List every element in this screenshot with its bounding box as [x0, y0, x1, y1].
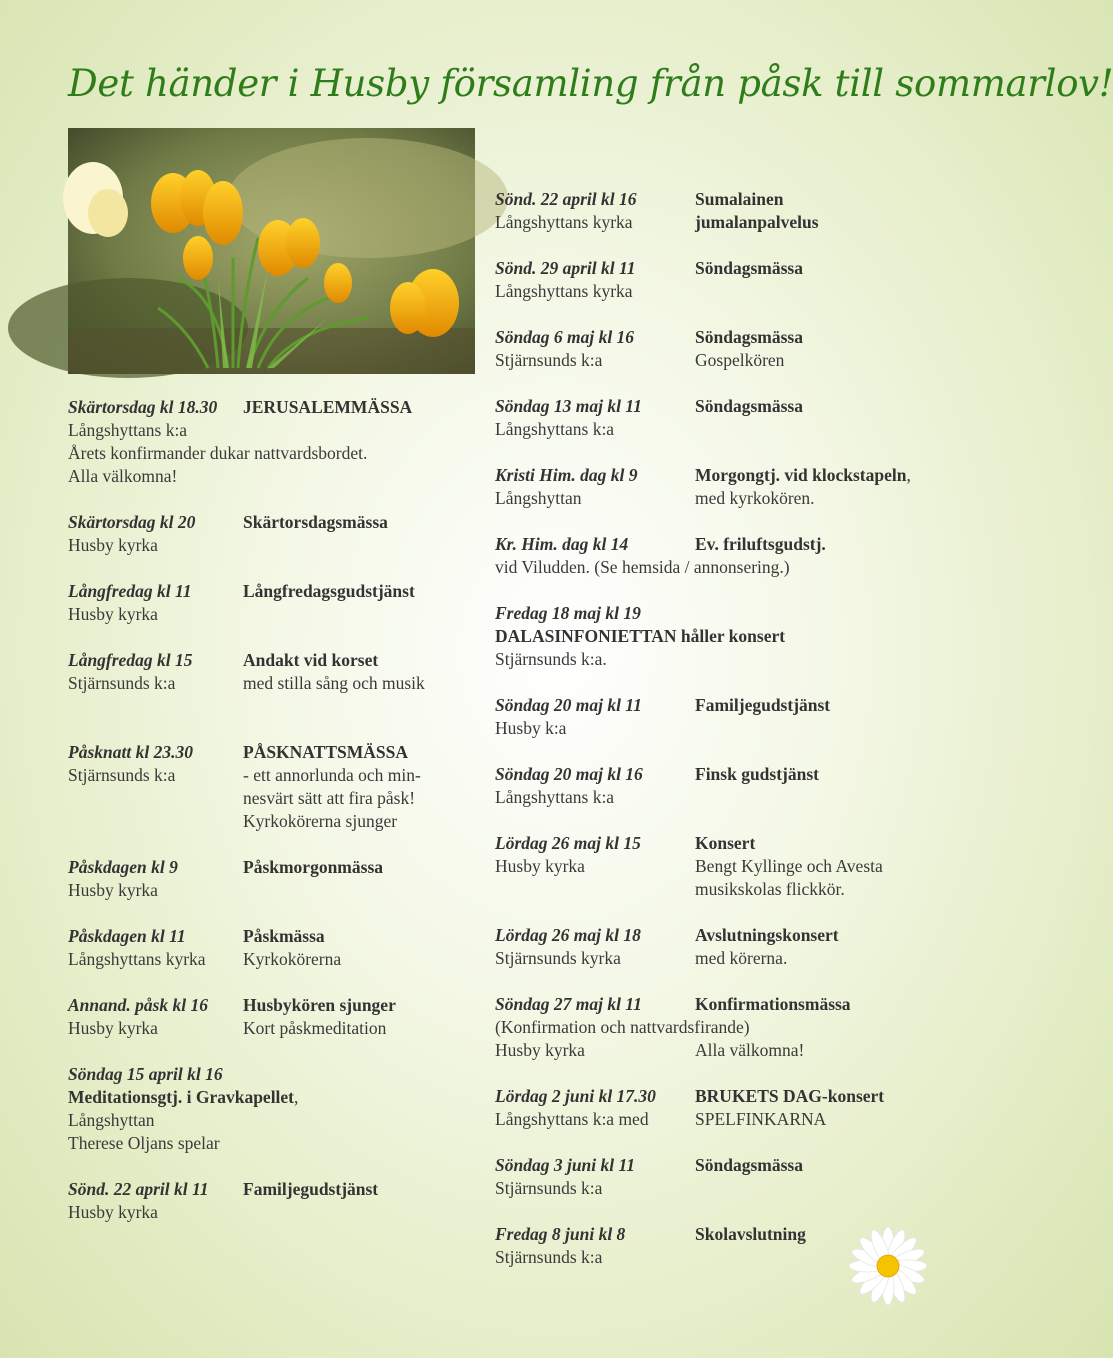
- event-note: (Konfirmation och nattvardsfirande): [495, 1017, 750, 1037]
- event-item: [495, 188, 955, 234]
- event-place: Långshyttans k:a: [495, 787, 615, 807]
- event-item: [495, 395, 955, 441]
- event-item: [68, 1178, 478, 1224]
- event-title: Skolavslutning: [695, 1224, 806, 1244]
- event-item: [68, 994, 478, 1040]
- event-title: Söndagsmässa: [695, 327, 803, 347]
- event-desc: nesvärt sätt att fira påsk!: [243, 788, 416, 808]
- event-date: Kr. Him. dag kl 14: [495, 534, 629, 554]
- event-date: Långfredag kl 15: [68, 650, 193, 670]
- event-title: Konsert: [695, 833, 756, 853]
- event-item: [68, 511, 478, 557]
- event-item: [68, 649, 478, 695]
- event-place: Långshyttans kyrka: [495, 281, 633, 301]
- event-date: Fredag 8 juni kl 8: [495, 1224, 626, 1244]
- event-date: Skärtorsdag kl 18.30: [68, 397, 218, 417]
- event-place: Husby k:a: [495, 718, 567, 738]
- event-title: Skärtorsdagsmässa: [243, 512, 388, 532]
- event-date: Söndag 15 april kl 16: [68, 1064, 223, 1084]
- event-confirmation: [495, 993, 955, 1062]
- event-date: Skärtorsdag kl 20: [68, 512, 196, 532]
- event-title: Meditationsgtj. i Gravkapellet: [68, 1087, 295, 1107]
- event-date: Sönd. 22 april kl 11: [68, 1179, 209, 1199]
- event-date: Lördag 26 maj kl 15: [495, 833, 641, 853]
- event-place: Husby kyrka: [495, 1040, 585, 1060]
- crocus-flowers-icon: [68, 128, 475, 374]
- event-desc: med kyrkokören.: [695, 488, 815, 508]
- event-item: [495, 326, 955, 372]
- event-title: Ev. friluftsgudstj.: [695, 534, 826, 554]
- event-title: Finsk gudstjänst: [695, 764, 820, 784]
- event-place: Husby kyrka: [68, 1018, 158, 1038]
- event-title: Sumalainen: [695, 189, 784, 209]
- event-date: Sönd. 22 april kl 16: [495, 189, 637, 209]
- event-jerusalemmassa: [68, 396, 478, 488]
- event-title: PÅSKNATTSMÄSSA: [243, 742, 408, 762]
- event-place: Stjärnsunds k:a: [495, 1178, 603, 1198]
- event-place: Stjärnsunds k:a: [495, 350, 603, 370]
- event-dalasinfonietta: [495, 602, 955, 671]
- event-item: [495, 694, 955, 740]
- event-title: Långfredagsgudstjänst: [243, 581, 415, 601]
- event-title: Söndagsmässa: [695, 258, 803, 278]
- event-place: Långshyttans kyrka: [68, 949, 206, 969]
- event-desc: musikskolas flickkör.: [695, 879, 845, 899]
- event-desc: med stilla sång och musik: [243, 673, 425, 693]
- event-date: Fredag 18 maj kl 19: [495, 603, 641, 623]
- event-date: Söndag 27 maj kl 11: [495, 994, 642, 1014]
- event-date: Påskdagen kl 11: [68, 926, 186, 946]
- event-item: [495, 1085, 955, 1131]
- daisy-icon: [848, 1226, 928, 1306]
- event-place: Husby kyrka: [68, 880, 158, 900]
- event-item: [68, 580, 478, 626]
- event-item: [495, 464, 955, 510]
- event-note: Therese Oljans spelar: [68, 1133, 220, 1153]
- event-place: Stjärnsunds k:a: [68, 765, 176, 785]
- event-desc: Alla välkomna!: [695, 1040, 805, 1060]
- event-item: [495, 763, 955, 809]
- event-note: Alla välkomna!: [68, 466, 178, 486]
- event-desc: Kyrkokörerna: [243, 949, 342, 969]
- event-date: Lördag 26 maj kl 18: [495, 925, 641, 945]
- event-title: DALASINFONIETTAN håller konsert: [495, 626, 786, 646]
- event-place: Långshyttans k:a: [495, 419, 615, 439]
- event-title: JERUSALEMMÄSSA: [243, 397, 413, 417]
- event-place: Husby kyrka: [68, 604, 158, 624]
- event-date: Söndag 13 maj kl 11: [495, 396, 642, 416]
- page-title: Det händer i Husby församling från påsk till sommarlov!: [68, 62, 1113, 105]
- event-title: Familjegudstjänst: [243, 1179, 379, 1199]
- event-date: Annand. påsk kl 16: [68, 995, 209, 1015]
- event-desc: Bengt Kyllinge och Avesta: [695, 856, 883, 876]
- event-desc: med körerna.: [695, 948, 788, 968]
- event-date: Sönd. 29 april kl 11: [495, 258, 636, 278]
- event-title: Husbykören sjunger: [243, 995, 396, 1015]
- event-title: Söndagsmässa: [695, 1155, 803, 1175]
- event-item: [495, 832, 955, 901]
- event-date: Påskdagen kl 9: [68, 857, 178, 877]
- event-date: Kristi Him. dag kl 9: [495, 465, 638, 485]
- event-title-suffix: ,: [294, 1087, 299, 1107]
- event-title: Påskmorgonmässa: [243, 857, 384, 877]
- event-date: Lördag 2 juni kl 17.30: [495, 1086, 656, 1106]
- event-item: [68, 856, 478, 902]
- event-place: Stjärnsunds k:a: [68, 673, 176, 693]
- event-date: Långfredag kl 11: [68, 581, 192, 601]
- event-note: vid Viludden. (Se hemsida / annonsering.): [495, 557, 790, 577]
- crocus-photo: [68, 128, 475, 374]
- event-place: Husby kyrka: [68, 535, 158, 555]
- event-title: Avslutningskonsert: [695, 925, 839, 945]
- event-desc: SPELFINKARNA: [695, 1109, 827, 1129]
- event-place: Husby kyrka: [68, 1202, 158, 1222]
- event-date: Söndag 20 maj kl 11: [495, 695, 642, 715]
- event-title: Söndagsmässa: [695, 396, 803, 416]
- event-place: Långshyttans k:a med: [495, 1109, 649, 1129]
- event-title: Familjegudstjänst: [695, 695, 831, 715]
- event-title: Påskmässa: [243, 926, 325, 946]
- event-desc: Kyrkokörerna sjunger: [243, 811, 398, 831]
- event-title: Andakt vid korset: [243, 650, 379, 670]
- left-column: [68, 396, 478, 1224]
- event-item: [495, 924, 955, 970]
- event-desc: - ett annorlunda och min-: [243, 765, 421, 785]
- event-date: Påsknatt kl 23.30: [68, 742, 193, 762]
- event-desc: Gospelkören: [695, 350, 785, 370]
- event-title: Morgongtj. vid klockstapeln: [695, 465, 907, 485]
- event-place: Husby kyrka: [495, 856, 585, 876]
- event-note: Årets konfirmander dukar nattvardsbordet.: [68, 443, 368, 463]
- event-place: Stjärnsunds k:a.: [495, 649, 607, 669]
- event-place: Långshyttans kyrka: [495, 212, 633, 232]
- event-place: Stjärnsunds k:a: [495, 1247, 603, 1267]
- event-place: Stjärnsunds kyrka: [495, 948, 621, 968]
- event-item: [495, 257, 955, 303]
- event-title-suffix: ,: [906, 465, 911, 485]
- event-place: Långshyttan: [68, 1110, 155, 1130]
- event-place: Långshyttans k:a: [68, 420, 188, 440]
- event-desc: Kort påskmeditation: [243, 1018, 387, 1038]
- event-viludden: [495, 533, 955, 579]
- event-date: Söndag 20 maj kl 16: [495, 764, 643, 784]
- event-title: jumalanpalvelus: [695, 212, 819, 232]
- event-item: [68, 741, 478, 833]
- right-column: [495, 188, 955, 1269]
- event-meditation: [68, 1063, 478, 1155]
- event-title: Konfirmationsmässa: [695, 994, 851, 1014]
- event-date: Söndag 6 maj kl 16: [495, 327, 635, 347]
- event-item: [495, 1154, 955, 1200]
- event-title: BRUKETS DAG-konsert: [695, 1086, 885, 1106]
- event-date: Söndag 3 juni kl 11: [495, 1155, 636, 1175]
- event-item: [68, 925, 478, 971]
- event-place: Långshyttan: [495, 488, 582, 508]
